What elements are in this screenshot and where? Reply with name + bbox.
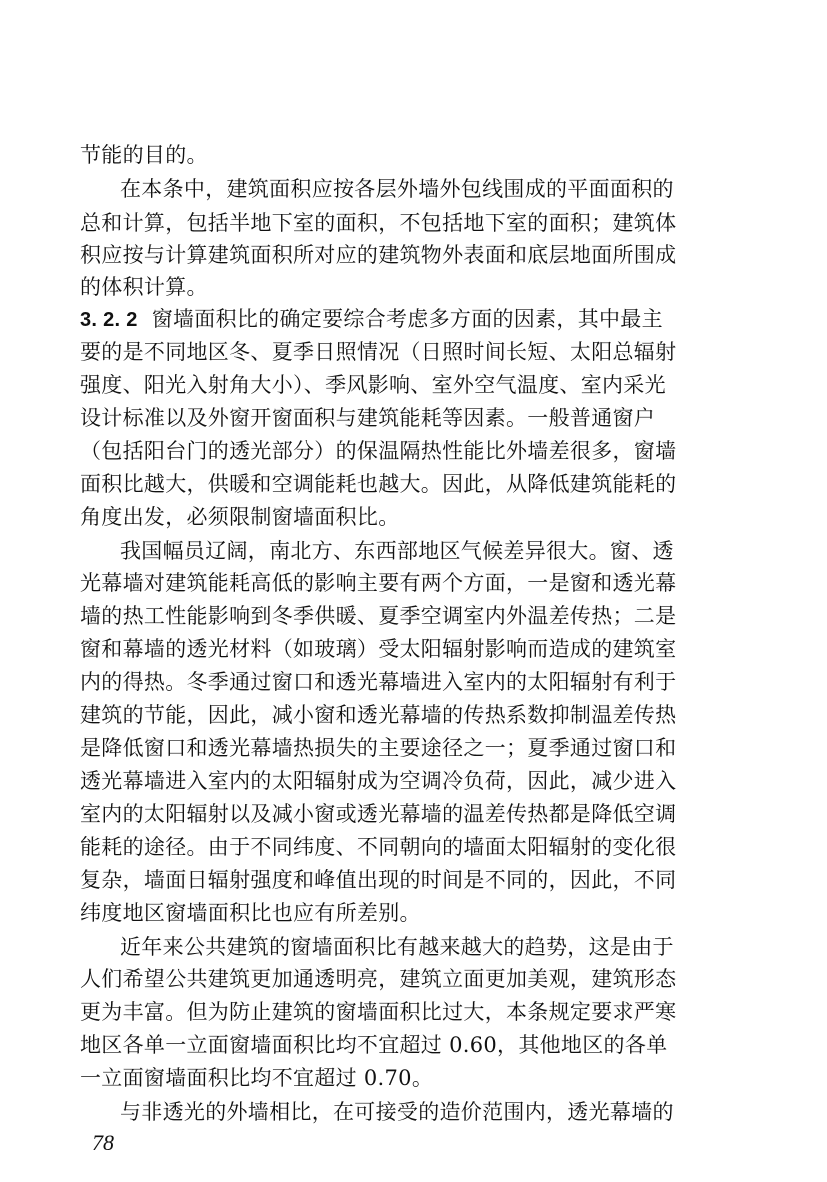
text-line: 积应按与计算建筑面积所对应的建筑物外表面和底层地面所围成 (80, 243, 677, 267)
section-line (80, 302, 692, 336)
page-number: 78 (92, 1130, 114, 1155)
text-line: 光幕墙对建筑能耗高低的影响主要有两个方面，一是窗和透光幕 (80, 571, 677, 595)
text-line: 面积比越大，供暖和空调能耗也越大。因此，从降低建筑能耗的 (80, 472, 677, 496)
text-line: 地区各单一立面窗墙面积比均不宜超过 0.60，其他地区的各单 (80, 1033, 668, 1057)
text-line: 透光幕墙进入室内的太阳辐射成为空调冷负荷，因此，减少进入 (80, 769, 677, 793)
section-number: 3. 2. 2 (80, 309, 138, 331)
text-line: 节能的目的。 (80, 143, 208, 167)
text-line: 内的得热。冬季通过窗口和透光幕墙进入室内的太阳辐射有利于 (80, 670, 677, 694)
text-line: 在本条中，建筑面积应按各层外墙外包线围成的平面面积的 (120, 177, 674, 201)
text-line: 的体积计算。 (80, 275, 208, 299)
text-line: 近年来公共建筑的窗墙面积比有越来越大的趋势，这是由于 (120, 935, 674, 959)
text-line: 强度、阳光入射角大小）、季风影响、室外空气温度、室内采光 (80, 373, 666, 397)
text-line: 总和计算，包括半地下室的面积，不包括地下室的面积；建筑体 (80, 211, 677, 235)
text-line: （包括阳台门的透光部分）的保温隔热性能比外墙差很多，窗墙 (80, 439, 677, 463)
text-line: 与非透光的外墙相比，在可接受的造价范围内，透光幕墙的 (120, 1100, 674, 1124)
text-line: 设计标准以及外窗开窗面积与建筑能耗等因素。一般普通窗户 (80, 406, 656, 430)
text-line: 窗和幕墙的透光材料（如玻璃）受太阳辐射影响而造成的建筑室 (80, 637, 677, 661)
text-line: 纬度地区窗墙面积比也应有所差别。 (80, 901, 421, 925)
text-line: 人们希望公共建筑更加通透明亮，建筑立面更加美观，建筑形态 (80, 967, 677, 991)
text-line: 建筑的节能，因此，减小窗和透光幕墙的传热系数抑制温差传热 (80, 703, 677, 727)
text-line: 能耗的途径。由于不同纬度、不同朝向的墙面太阳辐射的变化很 (80, 835, 677, 859)
text-line: 我国幅员辽阔，南北方、东西部地区气候差异很大。窗、透 (120, 539, 674, 563)
text-line: 复杂，墙面日辐射强度和峰值出现的时间是不同的，因此，不同 (80, 868, 677, 892)
text-line: 窗墙面积比的确定要综合考虑多方面的因素，其中最主 (151, 307, 663, 331)
text-line: 墙的热工性能影响到冬季供暖、夏季空调室内外温差传热；二是 (80, 604, 677, 628)
text-line: 室内的太阳辐射以及减小窗或透光幕墙的温差传热都是降低空调 (80, 802, 677, 826)
text-line: 更为丰富。但为防止建筑的窗墙面积比过大，本条规定要求严寒 (80, 1000, 677, 1024)
text-line: 是降低窗口和透光幕墙热损失的主要途径之一；夏季通过窗口和 (80, 736, 677, 760)
text-line: 一立面窗墙面积比均不宜超过 0.70。 (80, 1066, 434, 1090)
text-line: 要的是不同地区冬、夏季日照情况（日照时间长短、太阳总辐射 (80, 340, 677, 364)
text-line: 角度出发，必须限制窗墙面积比。 (80, 505, 400, 529)
